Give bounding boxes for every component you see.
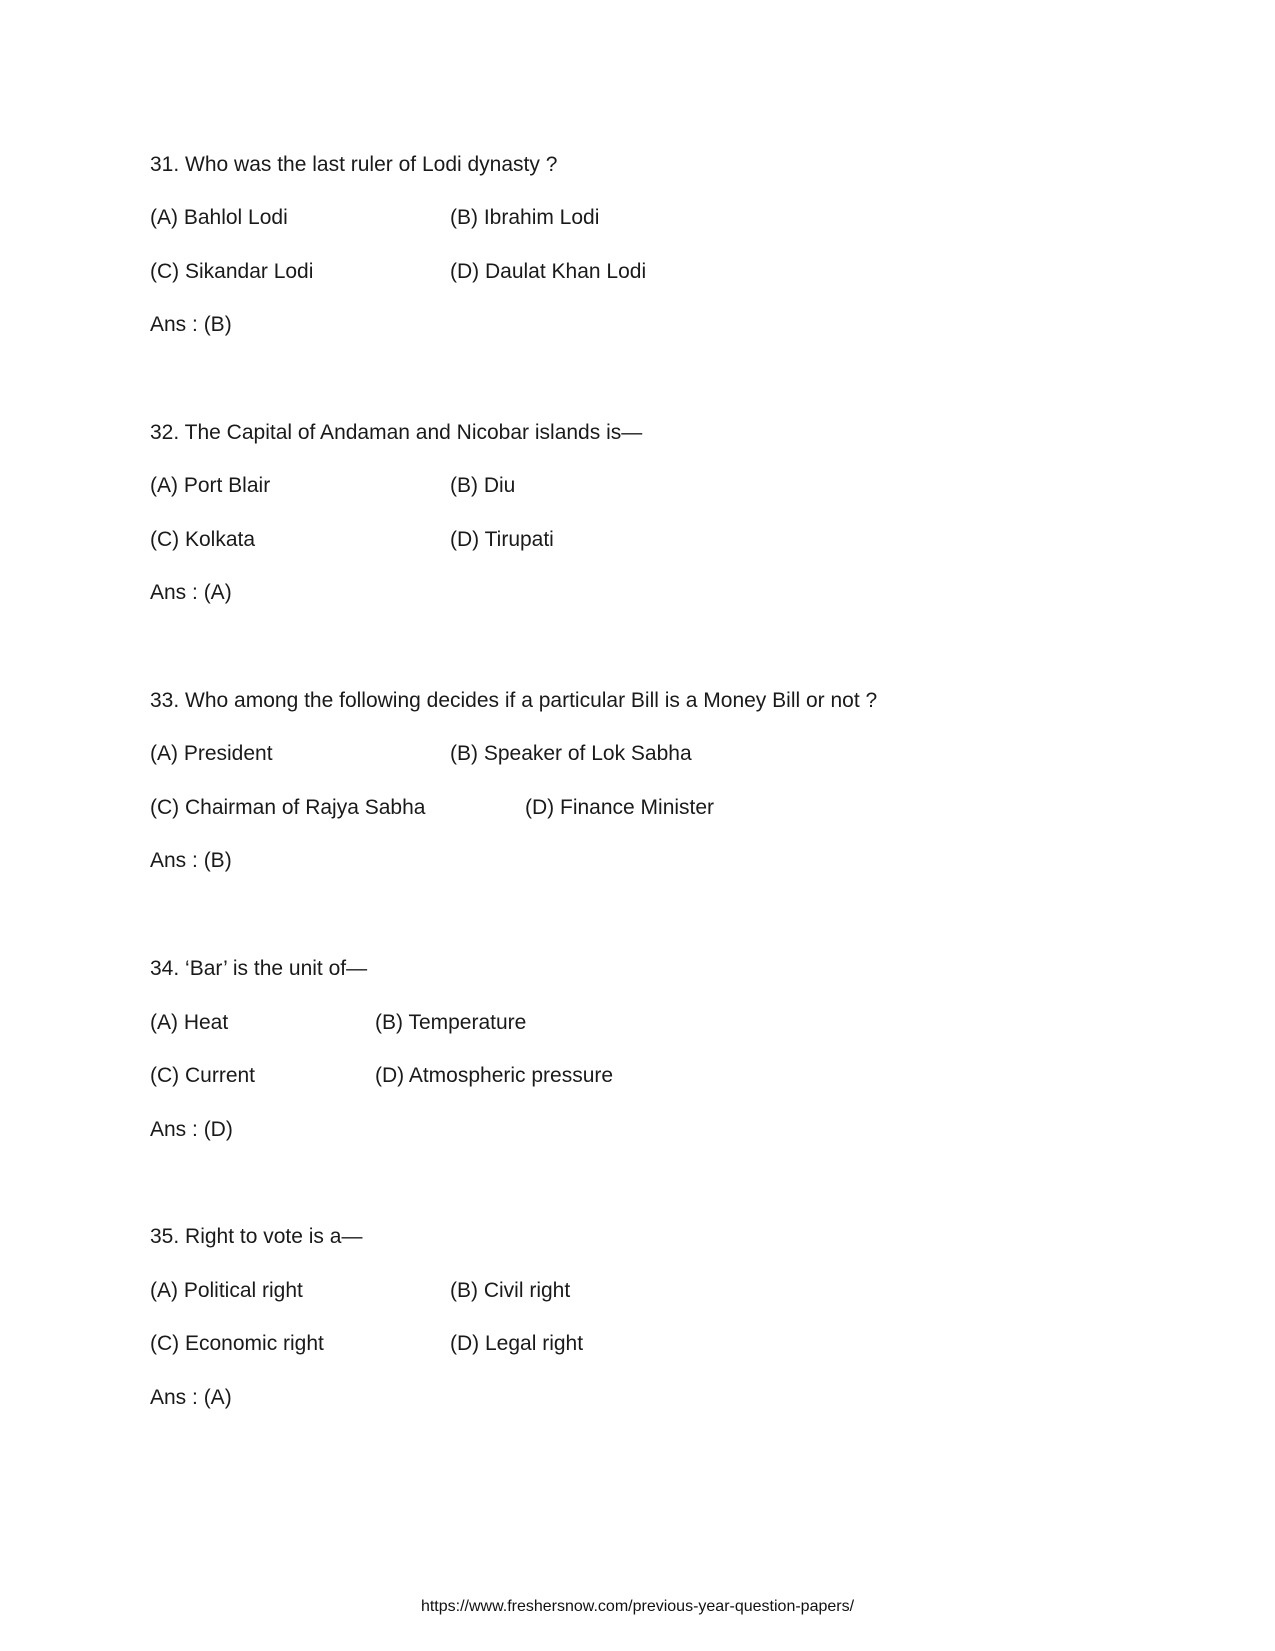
option-d: (D) Legal right <box>450 1332 584 1355</box>
answer-text: Ans : (D) <box>150 1118 233 1141</box>
option-b: (B) Ibrahim Lodi <box>450 206 600 229</box>
option-d: (D) Atmospheric pressure <box>375 1064 614 1087</box>
question-text: 35. Right to vote is a— <box>150 1225 363 1248</box>
answer-text: Ans : (B) <box>150 313 232 336</box>
answer-text: Ans : (B) <box>150 849 232 872</box>
option-a: (A) President <box>150 742 273 765</box>
footer-url: https://www.freshersnow.com/previous-year-question-papers/ <box>420 1598 855 1615</box>
question-text: 33. Who among the following decides if a particular Bill is a Money Bill or not ? <box>150 689 878 712</box>
option-b: (B) Speaker of Lok Sabha <box>450 742 692 765</box>
option-c: (C) Chairman of Rajya Sabha <box>150 796 426 819</box>
option-b: (B) Temperature <box>375 1011 527 1034</box>
option-d: (D) Tirupati <box>450 528 554 551</box>
question-text: 34. ‘Bar’ is the unit of— <box>150 957 368 980</box>
option-d: (D) Daulat Khan Lodi <box>450 260 647 283</box>
question-text: 31. Who was the last ruler of Lodi dynasty ? <box>150 153 558 176</box>
option-c: (C) Kolkata <box>150 528 256 551</box>
option-a: (A) Port Blair <box>150 474 271 497</box>
question-text: 32. The Capital of Andaman and Nicobar islands is— <box>150 421 643 444</box>
option-c: (C) Current <box>150 1064 256 1087</box>
option-a: (A) Bahlol Lodi <box>150 206 288 229</box>
option-a: (A) Heat <box>150 1011 229 1034</box>
option-c: (C) Sikandar Lodi <box>150 260 314 283</box>
option-c: (C) Economic right <box>150 1332 324 1355</box>
option-d: (D) Finance Minister <box>525 796 715 819</box>
option-b: (B) Diu <box>450 474 516 497</box>
answer-text: Ans : (A) <box>150 1386 232 1409</box>
option-b: (B) Civil right <box>450 1279 571 1302</box>
answer-text: Ans : (A) <box>150 581 232 604</box>
option-a: (A) Political right <box>150 1279 303 1302</box>
